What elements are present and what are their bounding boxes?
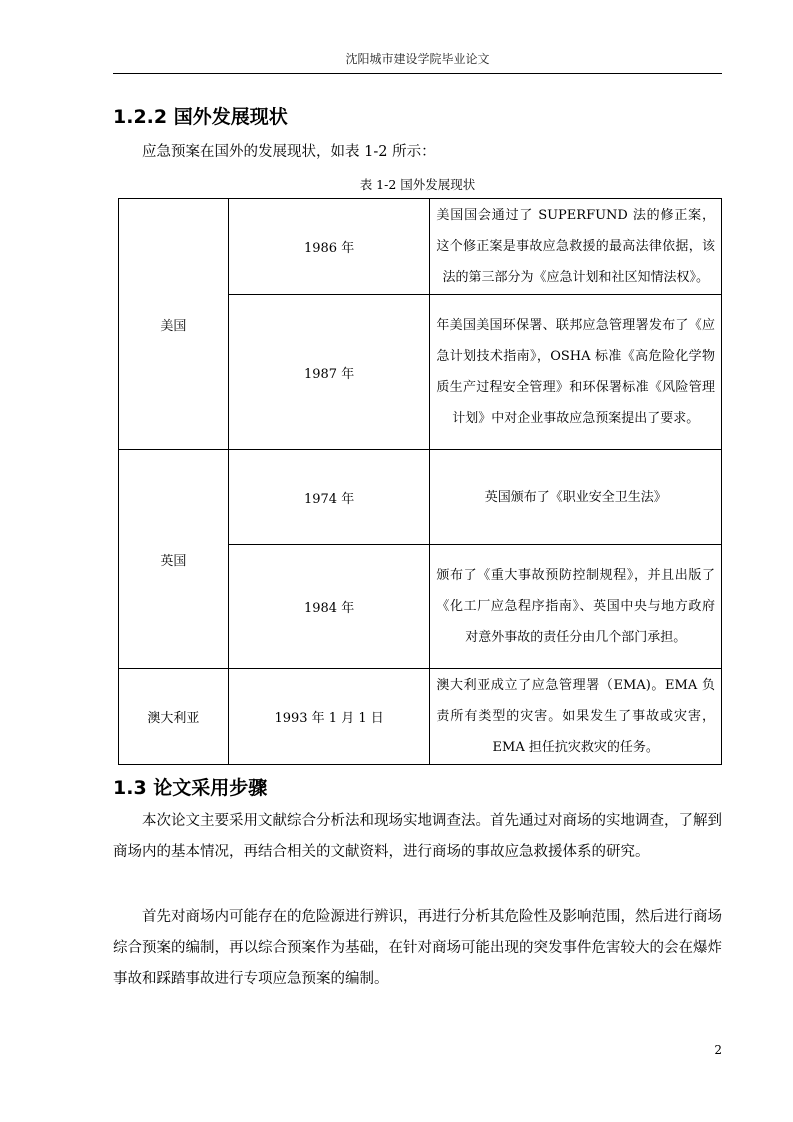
- header-divider: [113, 73, 722, 74]
- country-cell: 澳大利亚: [119, 669, 229, 765]
- table-caption: 表 1-2 国外发展现状: [359, 177, 476, 192]
- section-heading-1-3: 1.3 论文采用步骤: [113, 777, 268, 799]
- description-cell: 英国颁布了《职业安全卫生法》: [430, 450, 722, 545]
- description-cell: 年美国美国环保署、联邦应急管理署发布了《应急计划技术指南》，OSHA 标准《高危险化学物质生产过程安全管理》和环保署标准《风险管理计划》中对企业事故应急预案提出了要求。: [430, 295, 722, 450]
- foreign-development-table: [118, 198, 722, 765]
- country-cell: 英国: [119, 450, 229, 669]
- table-row: [119, 450, 722, 545]
- table-row: [119, 669, 722, 765]
- date-cell: 1984 年: [228, 545, 430, 669]
- section-heading-1-2-2: 1.2.2 国外发展现状: [113, 106, 288, 128]
- body-paragraph: 本次论文主要采用文献综合分析法和现场实地调查法。首先通过对商场的实地调查，了解到商场内的基本情况，再结合相关的文献资料，进行商场的事故应急救援体系的研究。: [113, 813, 722, 860]
- description-cell: 颁布了《重大事故预防控制规程》，并且出版了《化工厂应急程序指南》、英国中央与地方政府对意外事故的责任分由几个部门承担。: [430, 545, 722, 669]
- country-cell: 美国: [119, 199, 229, 450]
- description-cell: 澳大利亚成立了应急管理署（EMA)。EMA 负责所有类型的灾害。如果发生了事故或灾害，EMA 担任抗灾救灾的任务。: [430, 669, 722, 765]
- section-intro-paragraph: 应急预案在国外的发展现状，如表 1-2 所示：: [142, 144, 436, 160]
- date-cell: 1974 年: [228, 450, 430, 545]
- date-cell: 1986 年: [228, 199, 430, 295]
- description-cell: 美国国会通过了 SUPERFUND 法的修正案，这个修正案是事故应急救援的最高法律依据，该法的第三部分为《应急计划和社区知情法权》。: [430, 199, 722, 295]
- page-header: 沈阳城市建设学院毕业论文: [345, 52, 490, 66]
- date-cell: 1993 年 1 月 1 日: [228, 669, 430, 765]
- date-cell: 1987 年: [228, 295, 430, 450]
- page-number: 2: [714, 1043, 722, 1057]
- body-paragraph: 首先对商场内可能存在的危险源进行辨识，再进行分析其危险性及影响范围，然后进行商场综合预案的编制，再以综合预案作为基础，在针对商场可能出现的突发事件危害较大的会在爆炸事故和踩踏事故进行专项应急预案的编制。: [113, 909, 722, 987]
- table-row: [119, 199, 722, 295]
